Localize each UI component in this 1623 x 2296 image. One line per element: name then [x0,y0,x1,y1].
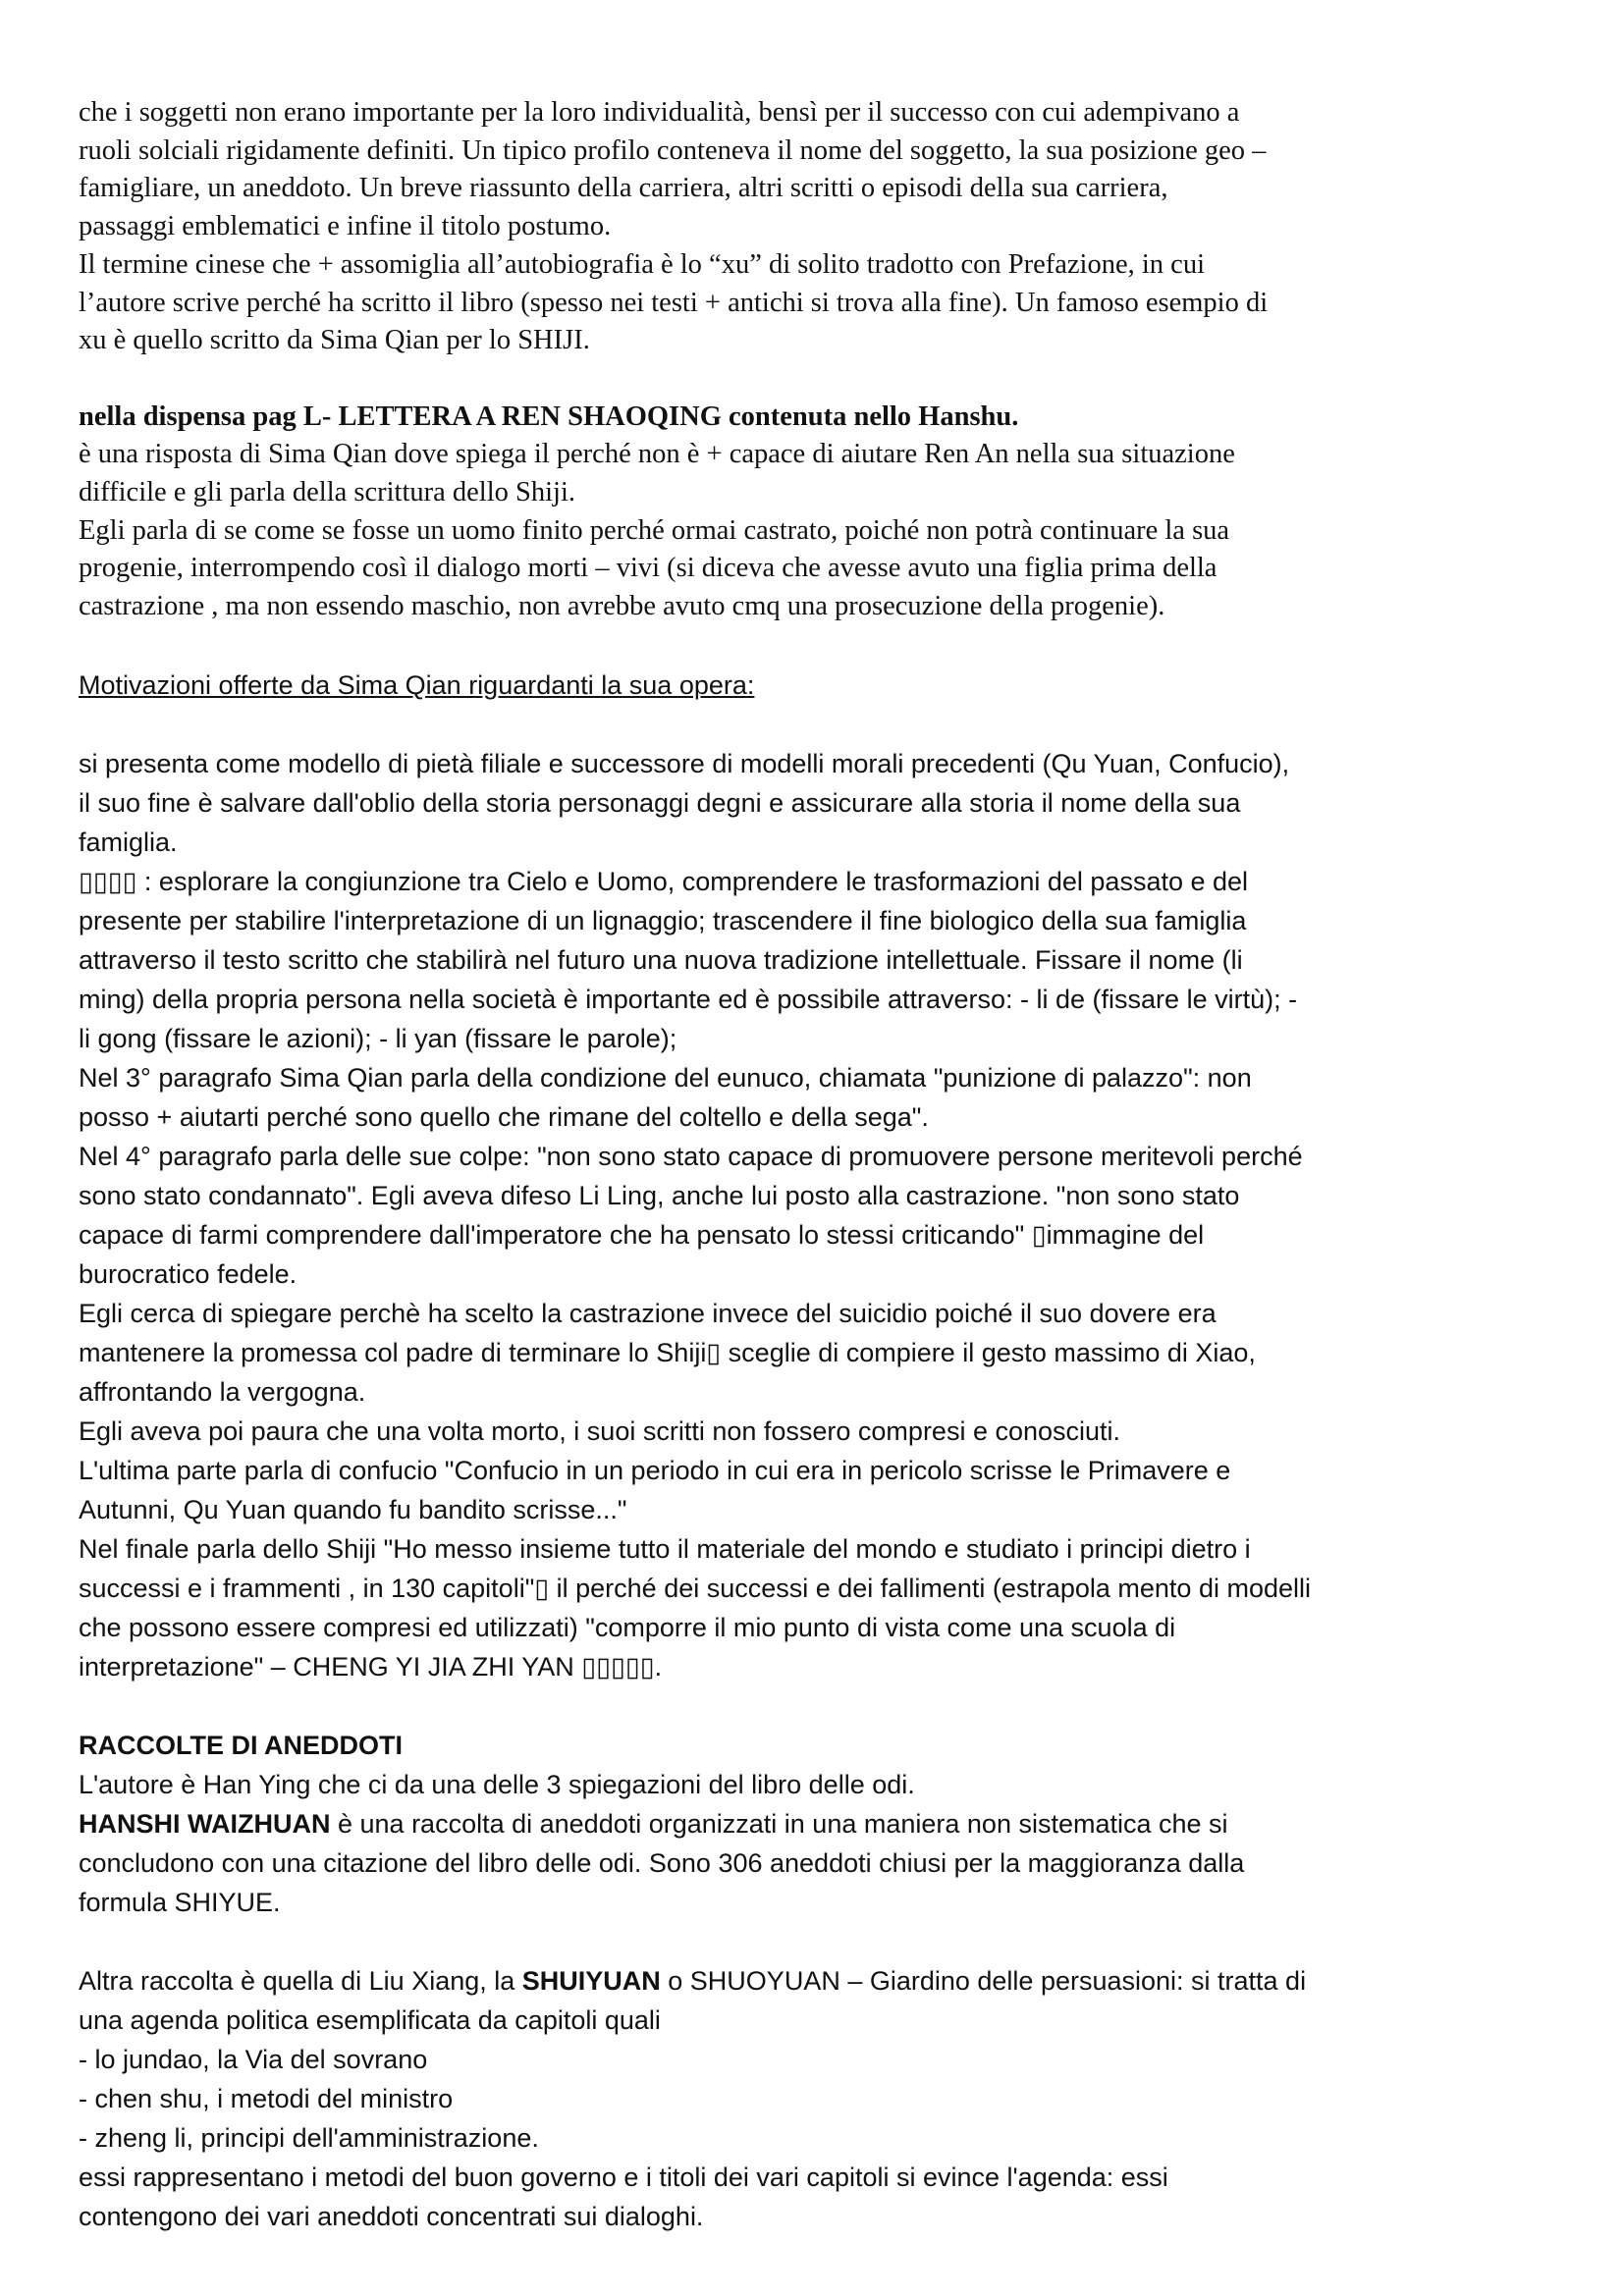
text-line: mantenere la promessa col padre di terminare lo Shiji▯ sceglie di compiere il gesto massimo di Xiao, [79,1337,1256,1367]
text-line: Autunni, Qu Yuan quando fu bandito scrisse..." [79,1494,627,1524]
list-item: - lo jundao, la Via del sovrano [79,2044,428,2074]
hanshi-rest: è una raccolta di aneddoti organizzati in una maniera non sistematica che si [330,1808,1228,1839]
shuiyuan-title: SHUIYUAN [521,1965,661,1996]
text-line: Egli parla di se come se fosse un uomo finito perché ormai castrato, poiché non potrà continuare la sua [79,514,1230,546]
text-line: contengono dei vari aneddoti concentrati sui dialoghi. [79,2201,704,2231]
text-line: interpretazione" – CHENG YI JIA ZHI YAN ▯▯▯▯▯. [79,1651,663,1682]
altra-raccolta-line [79,1961,1551,2001]
text-line: Egli cerca di spiegare perchè ha scelto la castrazione invece del suicidio poiché il suo dovere era [79,1298,1217,1328]
text-line: difficile e gli parla della scrittura dello Shiji. [79,477,575,508]
text-line: ▯▯▯▯ : esplorare la congiunzione tra Cielo e Uomo, comprendere le trasformazioni del passato e del [79,866,1249,896]
text-line: che possono essere compresi ed utilizzati) "comporre il mio punto di vista come una scuola di [79,1612,1176,1642]
text-line: essi rappresentano i metodi del buon governo e i titoli dei vari capitoli si evince l'agenda: essi [79,2162,1168,2192]
text-line: posso + aiutarti perché sono quello che rimane del coltello e della sega". [79,1101,929,1132]
text-line: concludono con una citazione del libro delle odi. Sono 306 aneddoti chiusi per la maggioranza dalla [79,1847,1245,1878]
text-line: L'autore è Han Ying che ci da una delle 3 spiegazioni del libro delle odi. [79,1769,915,1799]
lettera-heading: nella dispensa pag L- LETTERA A REN SHAOQING contenuta nello Hanshu. [79,400,1019,432]
text-line: burocratico fedele. [79,1258,298,1289]
text-line: il suo fine è salvare dall'oblio della storia personaggi degni e assicurare alla storia il nome della sua [79,787,1241,818]
intro-paragraph [79,94,1551,360]
paragraph-gap [79,1686,1551,1726]
paragraph-gap [79,1922,1551,1961]
text-line: Egli aveva poi paura che una volta morto, i suoi scritti non fossero compresi e conosciuti. [79,1415,1121,1446]
altra-post: o SHUOYUAN – Giardino delle persuasioni: si tratta di [660,1965,1307,1996]
document-content [79,94,1551,2236]
text-line: ruoli solciali rigidamente definiti. Un tipico profilo conteneva il nome del soggetto, la sua posizione geo – [79,134,1267,166]
text-line: l’autore scrive perché ha scritto il libro (spesso nei testi + antichi si trova alla fine). Un famoso esempio di [79,287,1269,318]
motivazioni-heading: Motivazioni offerte da Sima Qian riguardanti la sua opera: [79,669,755,700]
text-line: Il termine cinese che + assomiglia all’autobiografia è lo “xu” di solito tradotto con Prefazione, in cui [79,248,1205,280]
hanshi-line [79,1804,1551,1843]
text-line: formula SHIYUE. [79,1887,281,1917]
text-line: castrazione , ma non essendo maschio, non avrebbe avuto cmq una prosecuzione della progenie). [79,591,1165,622]
text-line: Nel 3° paragrafo Sima Qian parla della condizione del eunuco, chiamata "punizione di palazzo": non [79,1062,1252,1093]
text-line: attraverso il testo scritto che stabilirà nel futuro una nuova tradizione intellettuale. Fissare il nome (li [79,944,1243,975]
paragraph-gap [79,360,1551,399]
paragraph-gap [79,705,1551,744]
text-line: ming) della propria persona nella società è importante ed è possibile attraverso: - li de (fissare le virtù); - [79,984,1298,1014]
text-line: Nel finale parla dello Shiji "Ho messo insieme tutto il materiale del mondo e studiato i principi dietro i [79,1533,1251,1564]
text-line: presente per stabilire l'interpretazione di un lignaggio; trascendere il fine biologico della sua famiglia [79,905,1247,935]
text-line: li gong (fissare le azioni); - li yan (fissare le parole); [79,1023,677,1053]
list-item: - zheng li, principi dell'amministrazione. [79,2122,539,2153]
text-line: xu è quello scritto da Sima Qian per lo SHIJI. [79,325,590,356]
text-line: è una risposta di Sima Qian dove spiega il perché non è + capace di aiutare Ren An nella sua situazione [79,439,1235,470]
hanshi-title: HANSHI WAIZHUAN [79,1808,331,1839]
text-line: L'ultima parte parla di confucio "Confucio in un periodo in cui era in pericolo scrisse le Primavere e [79,1455,1231,1485]
list-item: - chen shu, i metodi del ministro [79,2083,454,2113]
text-line: progenie, interrompendo così il dialogo morti – vivi (si diceva che avesse avuto una figlia prima della [79,553,1217,584]
paragraph-gap [79,626,1551,666]
raccolte-section [79,1726,1551,2236]
text-line: sono stato condannato". Egli aveva difeso Li Ling, anche lui posto alla castrazione. "non sono stato [79,1180,1240,1210]
lettera-section [79,399,1551,626]
raccolte-heading: RACCOLTE DI ANEDDOTI [79,1730,403,1760]
text-line: capace di farmi comprendere dall'imperatore che ha pensato lo stessi criticando" ▯immagine del [79,1219,1205,1250]
text-line: affrontando la vergogna. [79,1376,366,1407]
text-line: si presenta come modello di pietà filiale e successore di modelli morali precedenti (Qu Yuan, Confucio), [79,748,1290,778]
text-line: una agenda politica esemplificata da capitoli quali [79,2004,661,2035]
text-line: che i soggetti non erano importante per la loro individualità, bensì per il successo con cui adempivano a [79,97,1240,128]
motivazioni-section [79,666,1551,1686]
text-line: famiglia. [79,827,178,857]
text-line: successi e i frammenti , in 130 capitoli"▯ il perché dei successi e dei fallimenti (estrapola mento di modelli [79,1573,1311,1603]
text-line: Nel 4° paragrafo parla delle sue colpe: "non sono stato capace di promuovere persone meritevoli perché [79,1141,1303,1171]
text-line: famigliare, un aneddoto. Un breve riassunto della carriera, altri scritti o episodi della sua carriera, [79,173,1168,204]
text-line: passaggi emblematici e infine il titolo postumo. [79,211,612,242]
altra-pre: Altra raccolta è quella di Liu Xiang, la [79,1965,522,1996]
